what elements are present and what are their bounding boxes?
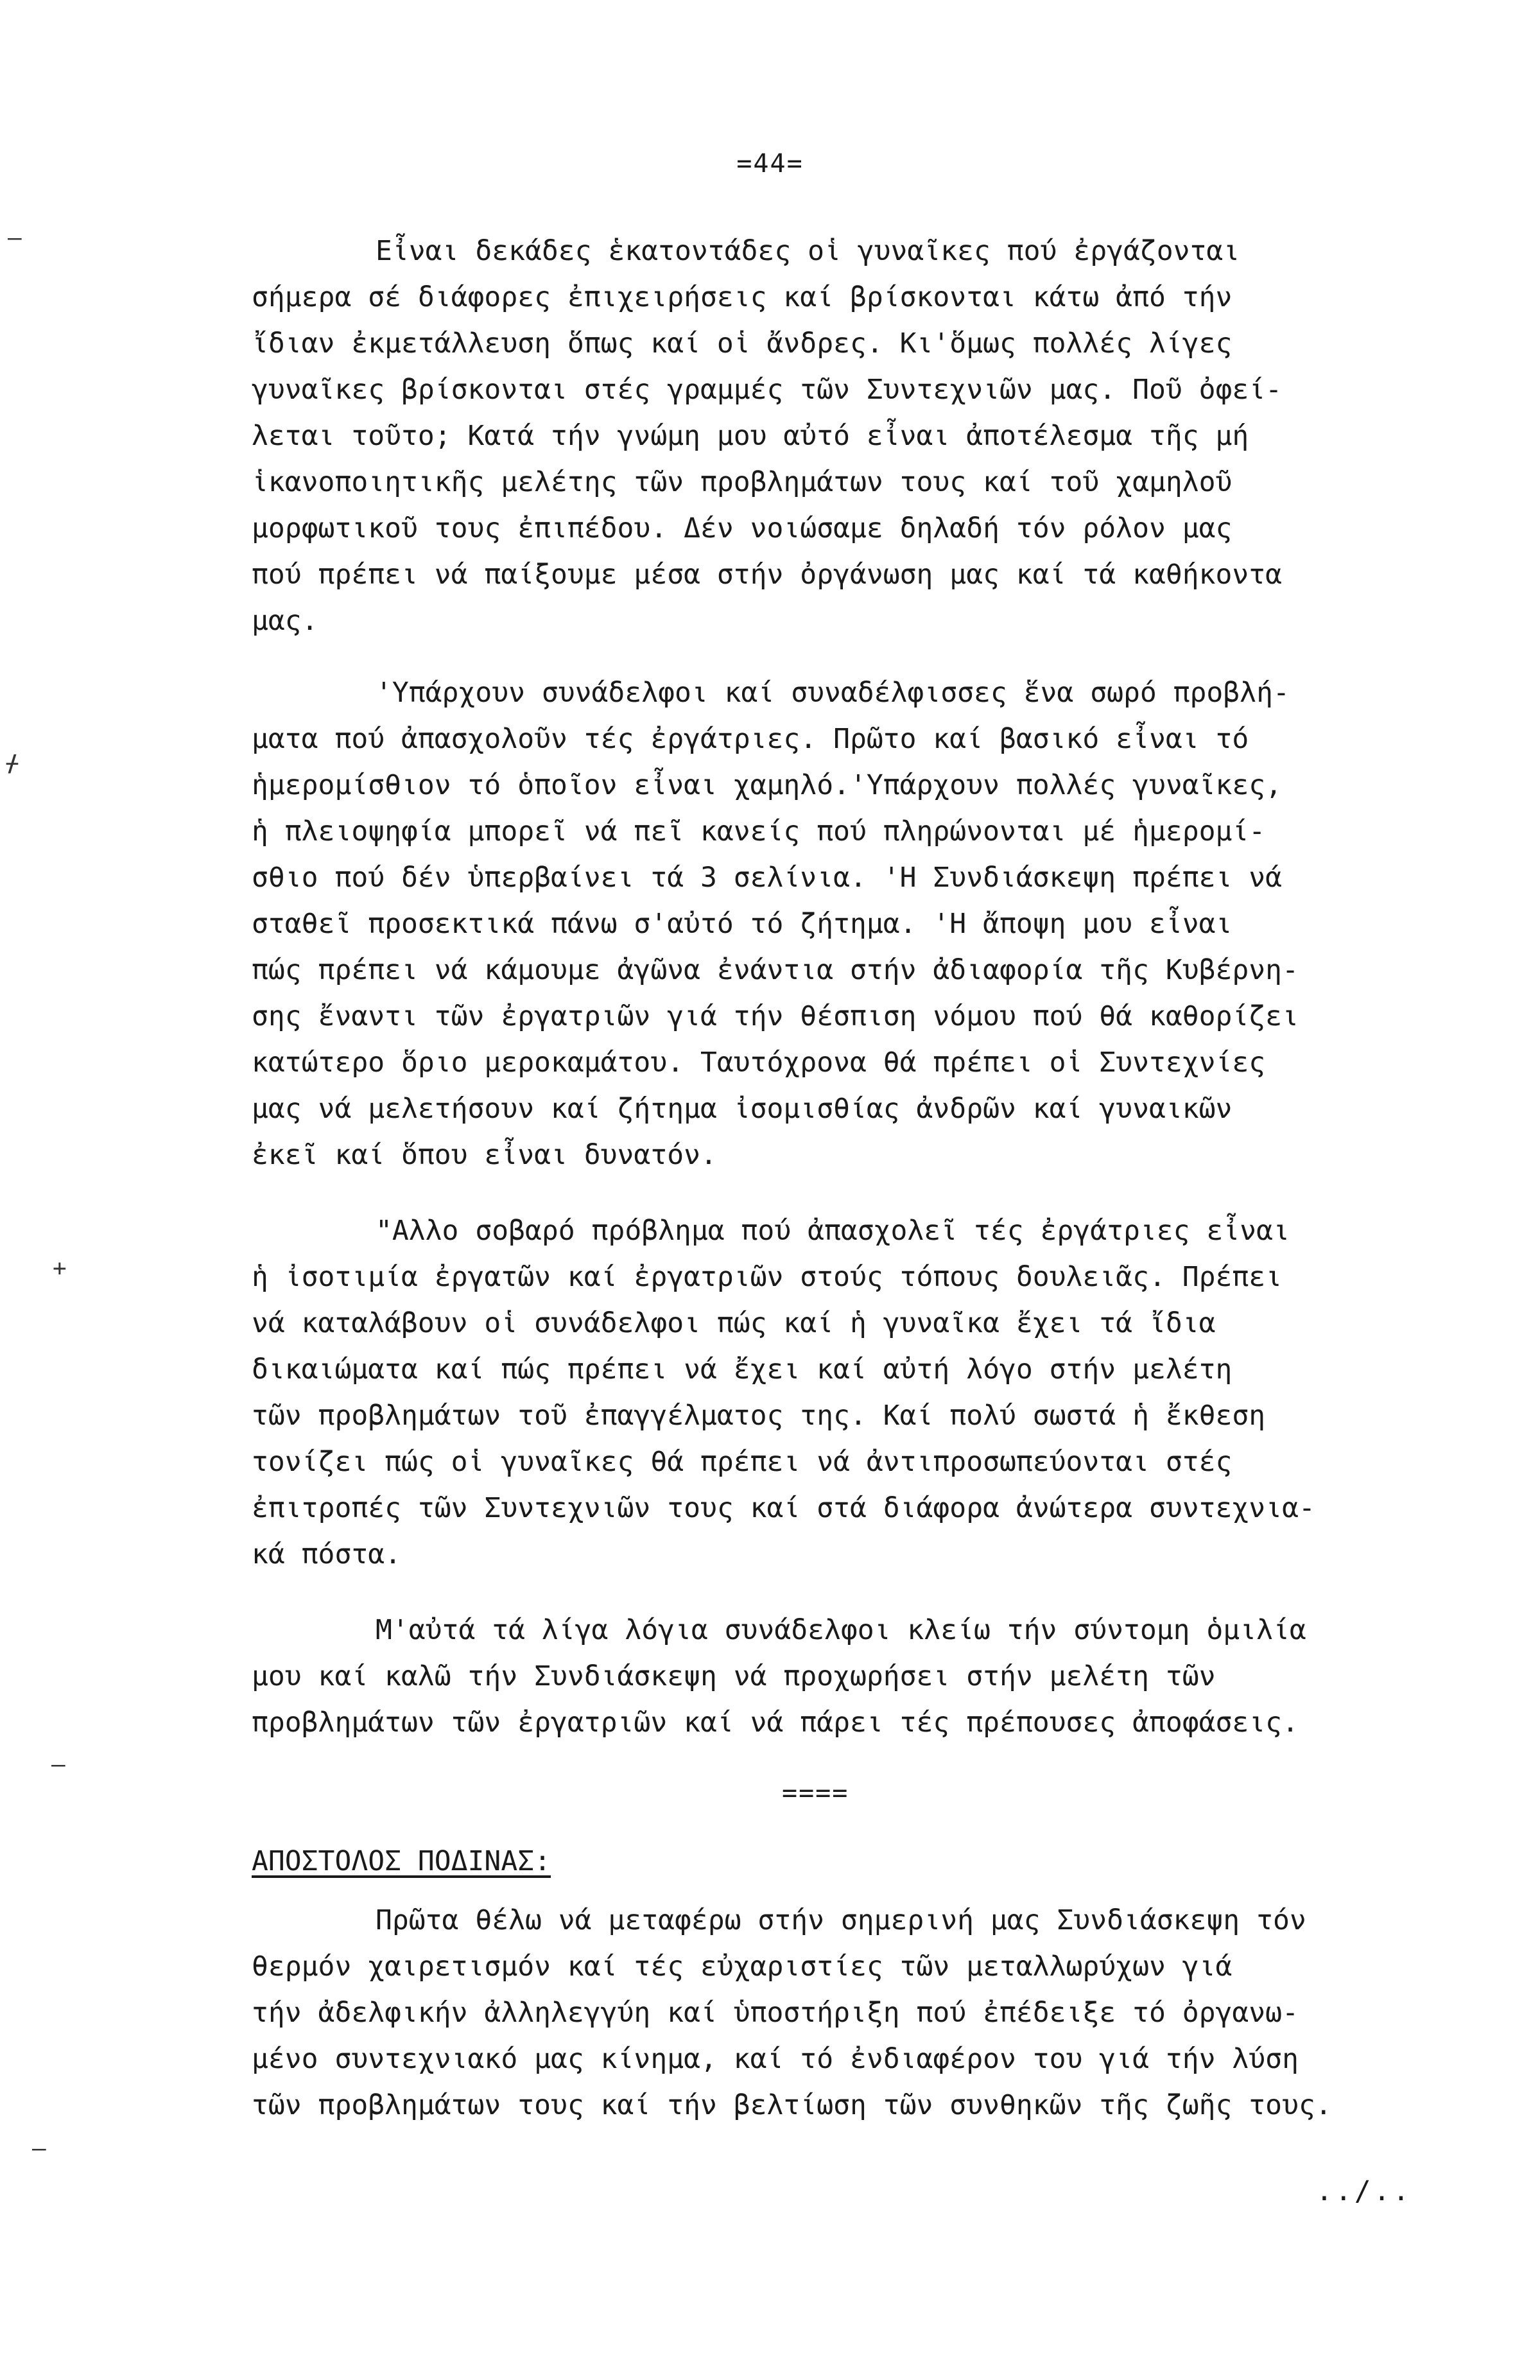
text-line: προβλημάτων τῶν ἐργατριῶν καί νά πάρει τές πρέπουσες ἀποφάσεις. xyxy=(252,1707,1299,1739)
text-line: γυναῖκες βρίσκονται στές γραμμές τῶν Συντεχνιῶν μας. Ποῦ ὀφεί- xyxy=(252,374,1283,406)
text-line: Μ'αὐτά τά λίγα λόγια συνάδελφοι κλείω τήν σύντομη ὁμιλία xyxy=(376,1614,1306,1646)
text-line: "Αλλο σοβαρό πρόβλημα πού ἀπασχολεῖ τές ἐργάτριες εἶναι xyxy=(376,1215,1290,1247)
text-line: θερμόν χαιρετισμόν καί τές εὐχαριστίες τῶν μεταλλωρύχων γιά xyxy=(252,1950,1233,1983)
continuation-marker: ../.. xyxy=(1316,2175,1412,2207)
text-line: ἴδιαν ἐκμετάλλευση ὅπως καί οἱ ἄνδρες. Κι'ὅμως πολλές λίγες xyxy=(252,327,1233,360)
speaker-name: ΑΠΟΣΤΟΛΟΣ ΠΟΔΙΝΑΣ: xyxy=(252,1845,551,1877)
text-line: ἱκανοποιητικῆς μελέτης τῶν προβλημάτων τους καί τοῦ χαμηλοῦ xyxy=(252,466,1233,498)
margin-mark: ᚋ xyxy=(6,750,18,776)
text-line: 'Υπάρχουν συνάδελφοι καί συναδέλφισσες ἕνα σωρό προβλή- xyxy=(376,677,1290,709)
section-separator: ==== xyxy=(782,1778,849,1808)
text-line: λεται τοῦτο; Κατά τήν γνώμη μου αὐτό εἶναι ἀποτέλεσμα τῆς μή xyxy=(252,420,1249,452)
page-number: =44= xyxy=(736,149,804,178)
margin-mark: — xyxy=(8,225,22,251)
text-line: σήμερα σέ διάφορες ἐπιχειρήσεις καί βρίσκονται κάτω ἀπό τήν xyxy=(252,281,1233,313)
text-line: μου καί καλῶ τήν Συνδιάσκεψη νά προχωρήσει στήν μελέτη τῶν xyxy=(252,1660,1216,1692)
text-line: πού πρέπει νά παίξουμε μέσα στήν ὀργάνωση μας καί τά καθήκοντα xyxy=(252,559,1283,591)
text-line: τονίζει πώς οἱ γυναῖκες θά πρέπει νά ἀντιπροσωπεύονται στές xyxy=(252,1446,1233,1478)
margin-mark: — xyxy=(32,2135,46,2162)
text-line: πώς πρέπει νά κάμουμε ἀγῶνα ἐνάντια στήν ἀδιαφορία τῆς Κυβέρνη- xyxy=(252,954,1299,986)
text-line: μένο συντεχνιακό μας κίνημα, καί τό ἐνδιαφέρον του γιά τήν λύση xyxy=(252,2043,1299,2075)
text-line: Εἶναι δεκάδες ἑκατοντάδες οἱ γυναῖκες πού ἐργάζονται xyxy=(376,235,1240,267)
text-line: τήν ἀδελφικήν ἀλληλεγγύη καί ὑποστήριξη πού ἐπέδειξε τό ὀργανω- xyxy=(252,1997,1299,2029)
text-line: κά πόστα. xyxy=(252,1538,401,1570)
text-line: ματα πού ἀπασχολοῦν τές ἐργάτριες. Πρῶτο καί βασικό εἶναι τό xyxy=(252,723,1249,755)
text-line: ἐκεῖ καί ὅπου εἶναι δυνατόν. xyxy=(252,1139,717,1171)
text-line: νά καταλάβουν οἱ συνάδελφοι πώς καί ἡ γυναῖκα ἔχει τά ἴδια xyxy=(252,1307,1216,1339)
text-line: μας. xyxy=(252,605,318,637)
text-line: σταθεῖ προσεκτικά πάνω σ'αὐτό τό ζήτημα. 'Η ἄποψη μου εἶναι xyxy=(252,908,1233,940)
text-line: ἡ πλειοψηφία μπορεῖ νά πεῖ κανείς πού πληρώνονται μέ ἡμερομί- xyxy=(252,815,1266,847)
text-line: μας νά μελετήσουν καί ζήτημα ἰσομισθίας ἀνδρῶν καί γυναικῶν xyxy=(252,1093,1233,1125)
margin-mark: — xyxy=(51,1751,65,1778)
text-line: ἡμερομίσθιον τό ὁποῖον εἶναι χαμηλό.'Υπάρχουν πολλές γυναῖκες, xyxy=(252,769,1283,801)
text-line: κατώτερο ὅριο μεροκαμάτου. Ταυτόχρονα θά πρέπει οἱ Συντεχνίες xyxy=(252,1047,1266,1079)
text-line: δικαιώματα καί πώς πρέπει νά ἔχει καί αὐτή λόγο στήν μελέτη xyxy=(252,1353,1233,1385)
text-line: ἡ ἰσοτιμία ἐργατῶν καί ἐργατριῶν στούς τόπους δουλειᾶς. Πρέπει xyxy=(252,1261,1283,1293)
margin-mark: + xyxy=(53,1255,67,1281)
text-line: σης ἔναντι τῶν ἐργατριῶν γιά τήν θέσπιση νόμου πού θά καθορίζει xyxy=(252,1000,1299,1032)
text-line: τῶν προβλημάτων τοῦ ἐπαγγέλματος της. Καί πολύ σωστά ἡ ἔκθεση xyxy=(252,1400,1266,1432)
text-line: ἐπιτροπές τῶν Συντεχνιῶν τους καί στά διάφορα ἀνώτερα συντεχνια- xyxy=(252,1492,1315,1524)
text-line: μορφωτικοῦ τους ἐπιπέδου. Δέν νοιώσαμε δηλαδή τόν ρόλον μας xyxy=(252,512,1233,544)
text-line: σθιο πού δέν ὑπερβαίνει τά 3 σελίνια. 'Η Συνδιάσκεψη πρέπει νά xyxy=(252,862,1283,894)
text-line: τῶν προβλημάτων τους καί τήν βελτίωση τῶν συνθηκῶν τῆς ζωῆς τους. xyxy=(252,2089,1332,2121)
text-line: Πρῶτα θέλω νά μεταφέρω στήν σημερινή μας Συνδιάσκεψη τόν xyxy=(376,1904,1306,1936)
